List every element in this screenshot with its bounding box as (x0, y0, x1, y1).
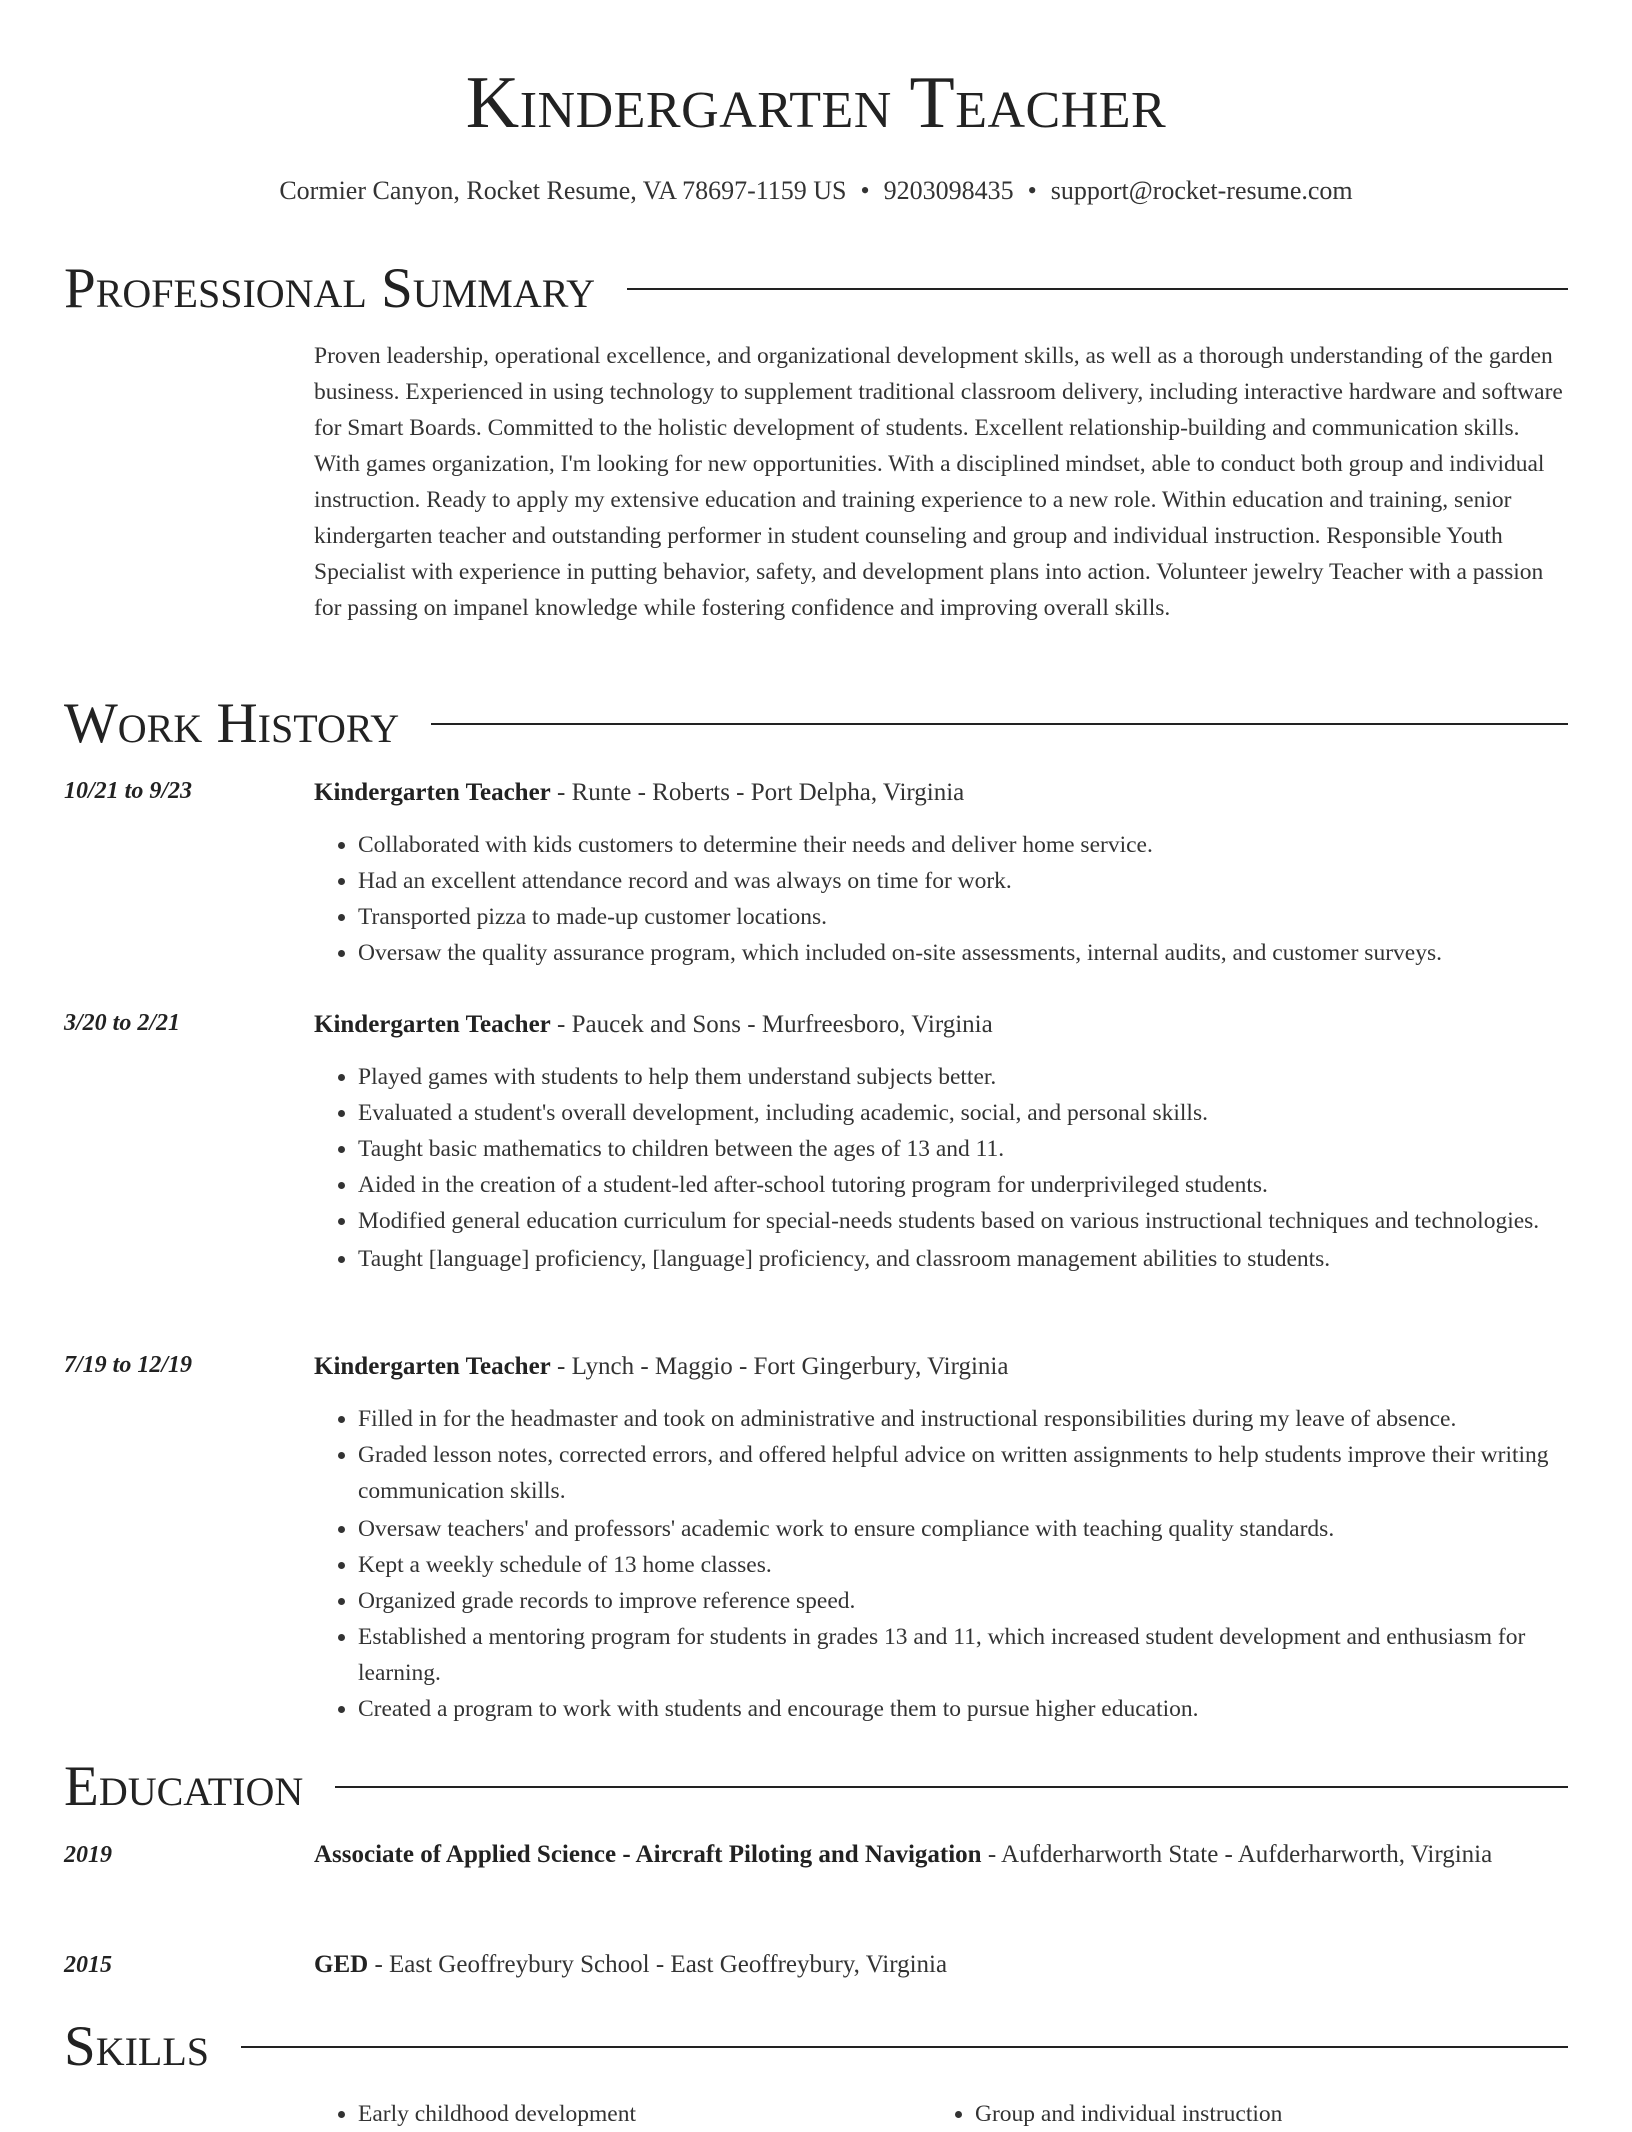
job-bullet: • Oversaw teachers' and professors' academic work to ensure compliance with teaching quality standards. (358, 1511, 1568, 1547)
job-bullet: • Had an excellent attendance record and was always on time for work. (358, 863, 1568, 899)
education-degree: Associate of Applied Science - Aircraft Piloting and Navigation (314, 1841, 982, 1868)
job-bullet: • Aided in the creation of a student-led after-school tutoring program for underprivileged students. (358, 1167, 1568, 1203)
job-bullets (314, 827, 1568, 971)
job-bullet: • Established a mentoring program for students in grades 13 and 11, which increased student development and enthusiasm for learning. (358, 1619, 1568, 1691)
contact-phone: 9203098435 (883, 176, 1014, 205)
skills-column-right (931, 2096, 1548, 2132)
job-title: Kindergarten Teacher (314, 1011, 551, 1038)
job-title: Kindergarten Teacher (314, 1353, 551, 1380)
education-date: 2019 (64, 1842, 112, 1868)
job-headline (314, 1005, 1568, 1045)
job-entry (64, 773, 1568, 971)
job-bullet: • Taught [language] proficiency, [language] proficiency, and classroom management abilities to students. (358, 1241, 1568, 1277)
section-divider (627, 288, 1568, 290)
job-title: Kindergarten Teacher (314, 779, 551, 806)
job-bullet: • Organized grade records to improve reference speed. (358, 1583, 1568, 1619)
job-entry (64, 1005, 1568, 1277)
summary-section-header (64, 254, 1568, 324)
job-bullet: • Taught basic mathematics to children between the ages of 13 and 11. (358, 1131, 1568, 1167)
skill-item: • Group and individual instruction (975, 2096, 1548, 2132)
work-section-header (64, 689, 1568, 759)
resume-name: Kindergarten Teacher (465, 62, 1167, 144)
job-headline (314, 1347, 1568, 1387)
education-entry (64, 1945, 1568, 1985)
contact-separator: • (1027, 176, 1037, 205)
education-entry (64, 1835, 1568, 1875)
job-headline (314, 773, 1568, 813)
job-bullet: • Evaluated a student's overall development, including academic, social, and personal skills. (358, 1095, 1568, 1131)
education-section-title: Education (64, 1755, 304, 1818)
skill-item: • Early childhood development (358, 2096, 931, 2132)
job-details: - Lynch - Maggio - Fort Gingerbury, Virginia (550, 1353, 1009, 1380)
job-details: - Paucek and Sons - Murfreesboro, Virginia (550, 1011, 993, 1038)
skills-list (314, 2096, 1568, 2132)
contact-email: support@rocket-resume.com (1050, 176, 1353, 205)
contact-address: Cormier Canyon, Rocket Resume, VA 78697-1159 US (279, 176, 847, 205)
job-dates: 7/19 to 12/19 (64, 1352, 193, 1378)
job-dates: 3/20 to 2/21 (64, 1010, 181, 1036)
education-date: 2015 (64, 1952, 112, 1978)
job-bullets (314, 1401, 1568, 1727)
education-headline (314, 1835, 1568, 1875)
skills-column-left (314, 2096, 931, 2132)
work-section-title: Work History (64, 692, 400, 755)
job-dates: 10/21 to 9/23 (64, 778, 193, 804)
section-divider (431, 723, 1568, 725)
job-entry (64, 1347, 1568, 1727)
job-bullet: • Filled in for the headmaster and took on administrative and instructional responsibilities during my leave of absence. (358, 1401, 1568, 1437)
contact-separator: • (860, 176, 870, 205)
job-bullet: • Played games with students to help them understand subjects better. (358, 1059, 1568, 1095)
summary-section-title: Professional Summary (64, 257, 596, 320)
job-bullet: • Modified general education curriculum for special-needs students based on various instructional techniques and technologies. (358, 1203, 1568, 1239)
job-bullet: • Oversaw the quality assurance program, which included on-site assessments, internal audits, and customer surveys. (358, 935, 1568, 971)
education-details: - East Geoffreybury School - East Geoffreybury, Virginia (368, 1951, 948, 1978)
job-bullet: • Kept a weekly schedule of 13 home classes. (358, 1547, 1568, 1583)
job-details: - Runte - Roberts - Port Delpha, Virginia (550, 779, 965, 806)
job-bullets (314, 1059, 1568, 1277)
education-headline (314, 1945, 1568, 1985)
job-bullet: • Created a program to work with students and encourage them to pursue higher education. (358, 1691, 1568, 1727)
job-bullet: • Transported pizza to made-up customer locations. (358, 899, 1568, 935)
contact-line (0, 174, 1632, 208)
job-bullet: • Collaborated with kids customers to determine their needs and deliver home service. (358, 827, 1568, 863)
education-section-header (64, 1752, 1568, 1822)
education-degree: GED (314, 1951, 369, 1978)
education-details: - Aufderharworth State - Aufderharworth, Virginia (981, 1841, 1493, 1868)
job-bullet: • Graded lesson notes, corrected errors, and offered helpful advice on written assignments to help students improve their writing communication skills. (358, 1437, 1568, 1509)
section-divider (241, 2046, 1568, 2048)
section-divider (335, 1786, 1568, 1788)
skills-section-title: Skills (64, 2015, 210, 2078)
summary-text: Proven leadership, operational excellence, and organizational development skills, as well as a thorough understanding of the garden business. Experienced in using technology to supplement traditional classroom delivery, including interactive hardware and software for Smart Boards. Committed to the holistic development of students. Excellent relationship-building and communication skills. With games organization, I'm looking for new opportunities. With a disciplined mindset, able to conduct both group and individual instruction. Ready to apply my extensive education and training experience to a new role. Within education and training, senior kindergarten teacher and outstanding performer in student counseling and group and individual instruction. Responsible Youth Specialist with experience in putting behavior, safety, and development plans into action. Volunteer jewelry Teacher with a passion for passing on impanel knowledge while fostering confidence and improving overall skills. (314, 343, 1563, 621)
skills-section-header (64, 2012, 1568, 2082)
